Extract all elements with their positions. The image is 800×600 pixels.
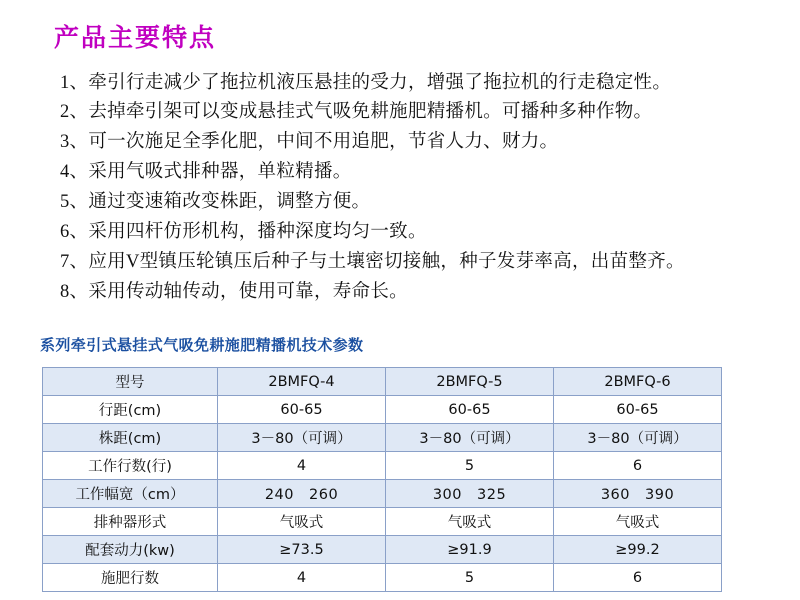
table-row <box>43 564 722 592</box>
list-item: 1、牵引行走减少了拖拉机液压悬挂的受力，增强了拖拉机的行走稳定性。 <box>60 72 672 93</box>
section-title: 系列牵引式悬挂式气吸免耕施肥精播机技术参数 <box>40 336 364 355</box>
table-cell-value: 2BMFQ-5 <box>386 368 554 396</box>
table-row <box>43 396 722 424</box>
table-cell-value: 气吸式 <box>386 508 554 536</box>
spec-table <box>42 367 722 592</box>
table-cell-value: 气吸式 <box>218 508 386 536</box>
table-cell-label: 排种器形式 <box>43 508 218 536</box>
list-item: 6、采用四杆仿形机构，播种深度均匀一致。 <box>60 222 427 243</box>
table-cell-value: 2BMFQ-6 <box>554 368 722 396</box>
feature-list <box>46 69 760 309</box>
list-item: 2、去掉牵引架可以变成悬挂式气吸免耕施肥精播机。可播种多种作物。 <box>60 102 653 123</box>
table-row <box>43 452 722 480</box>
table-cell-value: 2BMFQ-4 <box>218 368 386 396</box>
table-cell-label: 工作行数(行) <box>43 452 218 480</box>
table-cell-label: 配套动力(kw) <box>43 536 218 564</box>
table-cell-value: 300 325 <box>386 480 554 508</box>
table-cell-label: 行距(cm) <box>43 396 218 424</box>
table-cell-value: ≥73.5 <box>218 536 386 564</box>
table-cell-value: 3－80（可调） <box>386 424 554 452</box>
table-cell-value: ≥91.9 <box>386 536 554 564</box>
list-item: 3、可一次施足全季化肥，中间不用追肥，节省人力、财力。 <box>60 132 559 153</box>
table-cell-label: 工作幅宽（cm） <box>43 480 218 508</box>
table-cell-value: 6 <box>554 452 722 480</box>
list-item: 4、采用气吸式排种器，单粒精播。 <box>60 162 352 183</box>
list-item: 7、应用V型镇压轮镇压后种子与土壤密切接触，种子发芽率高，出苗整齐。 <box>60 252 685 273</box>
table-cell-value: 60-65 <box>386 396 554 424</box>
list-item: 5、通过变速箱改变株距，调整方便。 <box>60 192 371 213</box>
table-cell-value: ≥99.2 <box>554 536 722 564</box>
page-title: 产品主要特点 <box>54 23 217 52</box>
table-cell-value: 3－80（可调） <box>218 424 386 452</box>
table-cell-value: 5 <box>386 452 554 480</box>
table-cell-value: 60-65 <box>218 396 386 424</box>
table-cell-value: 4 <box>218 452 386 480</box>
table-cell-label: 株距(cm) <box>43 424 218 452</box>
table-row <box>43 536 722 564</box>
table-row <box>43 368 722 396</box>
table-cell-value: 3－80（可调） <box>554 424 722 452</box>
table-row <box>43 424 722 452</box>
table-cell-value: 60-65 <box>554 396 722 424</box>
table-cell-value: 4 <box>218 564 386 592</box>
table-cell-value: 6 <box>554 564 722 592</box>
list-item: 8、采用传动轴传动，使用可靠，寿命长。 <box>60 282 408 303</box>
table-cell-value: 360 390 <box>554 480 722 508</box>
table-cell-value: 240 260 <box>218 480 386 508</box>
table-cell-label: 型号 <box>43 368 218 396</box>
table-row <box>43 480 722 508</box>
table-row <box>43 508 722 536</box>
table-cell-value: 5 <box>386 564 554 592</box>
table-cell-label: 施肥行数 <box>43 564 218 592</box>
table-cell-value: 气吸式 <box>554 508 722 536</box>
